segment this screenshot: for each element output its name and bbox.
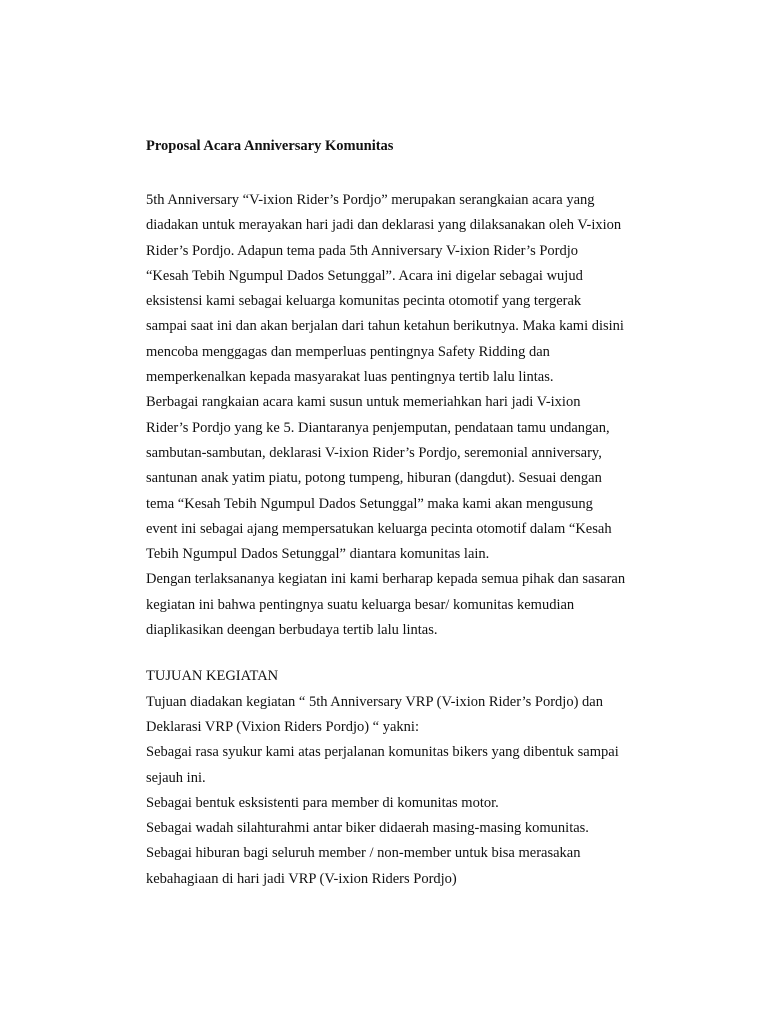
intro-line: event ini sebagai ajang mempersatukan keluarga pecinta otomotif dalam “Kesah <box>146 520 612 537</box>
section-paragraph <box>146 690 686 892</box>
intro-line: memperkenalkan kepada masyarakat luas pentingnya tertib lalu lintas. <box>146 369 554 386</box>
section-line: Sebagai hiburan bagi seluruh member / non-member untuk bisa merasakan <box>146 845 581 862</box>
intro-paragraph <box>146 188 686 643</box>
section-line: Sebagai wadah silahturahmi antar biker didaerah masing-masing komunitas. <box>146 820 589 837</box>
section-line: sejauh ini. <box>146 769 206 786</box>
intro-line: Berbagai rangkaian acara kami susun untuk memeriahkan hari jadi V-ixion <box>146 394 581 411</box>
document-title: Proposal Acara Anniversary Komunitas <box>146 138 394 154</box>
intro-line: 5th Anniversary “V-ixion Rider’s Pordjo” merupakan serangkaian acara yang <box>146 192 595 208</box>
intro-line: kegiatan ini bahwa pentingnya suatu keluarga besar/ komunitas kemudian <box>146 596 575 613</box>
section-line: Sebagai rasa syukur kami atas perjalanan komunitas bikers yang dibentuk sampai <box>146 744 619 761</box>
intro-line: tema “Kesah Tebih Ngumpul Dados Setunggal” maka kami akan mengusung <box>146 495 593 512</box>
intro-line: eksistensi kami sebagai keluarga komunitas pecinta otomotif yang tergerak <box>146 293 582 310</box>
section-line: Deklarasi VRP (Vixion Riders Pordjo) “ yakni: <box>146 718 419 735</box>
section-heading: TUJUAN KEGIATAN <box>146 668 279 685</box>
intro-line: sampai saat ini dan akan berjalan dari tahun ketahun berikutnya. Maka kami disini <box>146 318 624 335</box>
intro-line: sambutan-sambutan, deklarasi V-ixion Rider’s Pordjo, seremonial anniversary, <box>146 444 602 461</box>
intro-line: Rider’s Pordjo yang ke 5. Diantaranya penjemputan, pendataan tamu undangan, <box>146 419 610 436</box>
intro-line: mencoba menggagas dan memperluas pentingnya Safety Ridding dan <box>146 343 550 360</box>
intro-line: Rider’s Pordjo. Adapun tema pada 5th Anniversary V-ixion Rider’s Pordjo <box>146 242 579 259</box>
section-line: kebahagiaan di hari jadi VRP (V-ixion Riders Pordjo) <box>146 870 457 887</box>
intro-line: Tebih Ngumpul Dados Setunggal” diantara komunitas lain. <box>146 546 490 563</box>
intro-line: santunan anak yatim piatu, potong tumpeng, hiburan (dangdut). Sesuai dengan <box>146 470 602 487</box>
intro-line: Dengan terlaksananya kegiatan ini kami berharap kepada semua pihak dan sasaran <box>146 571 626 588</box>
document-page <box>146 136 686 892</box>
section-line: Tujuan diadakan kegiatan “ 5th Anniversary VRP (V-ixion Rider’s Pordjo) dan <box>146 693 603 710</box>
intro-line: “Kesah Tebih Ngumpul Dados Setunggal”. Acara ini digelar sebagai wujud <box>146 267 583 284</box>
intro-line: diadakan untuk merayakan hari jadi dan deklarasi yang dilaksanakan oleh V-ixion <box>146 217 622 234</box>
intro-line: diaplikasikan deengan berbudaya tertib lalu lintas. <box>146 622 438 639</box>
section-line: Sebagai bentuk esksistenti para member di komunitas motor. <box>146 794 499 811</box>
